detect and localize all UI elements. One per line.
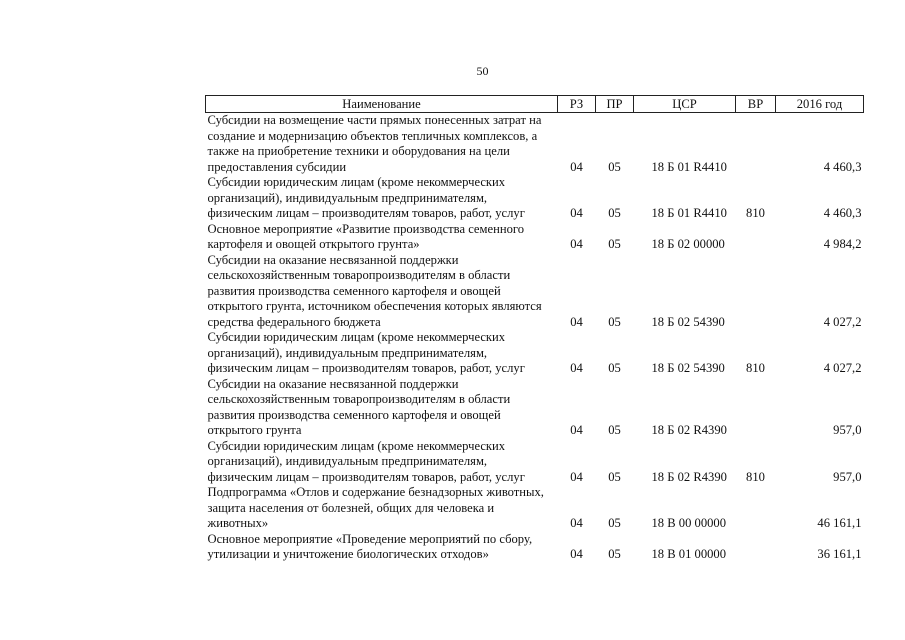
row-rz: 04 (570, 361, 583, 375)
row-name-line: сельскохозяйственным товаропроизводителям в области (207, 392, 511, 406)
row-name (206, 377, 558, 439)
row-name-line: организаций), индивидуальным предпринимателям, (207, 190, 488, 205)
row-csr: 18 Б 02 R4390 (651, 423, 727, 437)
table-row (206, 377, 864, 439)
row-csr: 18 Б 01 R4410 (651, 206, 727, 220)
row-name (206, 113, 558, 176)
table-row (206, 330, 864, 377)
table-row (206, 175, 864, 222)
row-vr (736, 532, 776, 563)
row-csr: 18 Б 02 54390 (651, 314, 725, 329)
row-csr: 18 Б 02 00000 (651, 237, 725, 251)
row-csr: 18 Б 02 R4390 (651, 469, 727, 484)
table-row (206, 532, 864, 563)
row-rz: 04 (570, 159, 583, 174)
header-vr: ВР (736, 96, 776, 113)
row-name-line: Субсидии юридическим лицам (кроме некоммерческих (207, 330, 506, 344)
row-vr: 810 (746, 469, 765, 484)
row-csr: 18 В 01 00000 (651, 547, 727, 561)
row-amount: 957,0 (833, 423, 862, 437)
header-pr: ПР (596, 96, 634, 113)
row-vr (736, 485, 776, 532)
header-csr: ЦСР (634, 96, 736, 113)
header-year: 2016 год (776, 96, 864, 113)
table-body (206, 113, 864, 563)
row-csr: 18 Б 01 R4410 (651, 159, 727, 174)
table-row (206, 439, 864, 486)
row-amount: 46 161,1 (817, 516, 862, 530)
row-name-line: организаций), индивидуальным предпринимателям, (207, 454, 488, 468)
row-name (206, 485, 558, 532)
page-number: 50 (476, 64, 489, 78)
row-rz: 04 (570, 314, 583, 329)
row-name-line: животных» (207, 516, 269, 530)
row-csr: 18 В 00 00000 (651, 516, 727, 530)
row-name-line: Основное мероприятие «Проведение мероприятий по сбору, (207, 531, 533, 546)
row-name-line: защита населения от болезней, общих для человека и (207, 500, 495, 515)
budget-table (205, 95, 864, 563)
row-rz: 04 (570, 516, 583, 530)
row-csr: 18 Б 02 54390 (651, 361, 725, 375)
row-pr: 05 (608, 159, 621, 174)
row-name-line: утилизации и уничтожение биологических отходов» (207, 547, 489, 561)
row-amount: 36 161,1 (817, 547, 862, 561)
row-name-line: Субсидии на оказание несвязанной поддержки (207, 376, 459, 391)
table-header-row (206, 96, 864, 113)
row-name-line: открытого грунта, источником обеспечения которых являются (207, 299, 542, 313)
table-row (206, 485, 864, 532)
row-name-line: Субсидии на оказание несвязанной поддержки (207, 252, 459, 267)
table-row (206, 113, 864, 176)
row-vr (736, 222, 776, 253)
table-row (206, 222, 864, 253)
row-rz: 04 (570, 237, 583, 251)
row-name-line: Субсидии на возмещение части прямых понесенных затрат на (207, 113, 542, 127)
row-rz: 04 (570, 469, 583, 484)
row-name (206, 532, 558, 563)
row-rz: 04 (570, 547, 583, 561)
row-vr (736, 113, 776, 176)
row-amount: 4 027,2 (823, 314, 862, 329)
row-pr: 05 (608, 516, 621, 530)
row-vr: 810 (746, 206, 765, 220)
row-name-line: физическим лицам – производителям товаров, работ, услуг (207, 469, 525, 484)
row-name-line: Подпрограмма «Отлов и содержание безнадзорных животных, (207, 485, 544, 499)
row-name (206, 222, 558, 253)
row-name-line: физическим лицам – производителям товаров, работ, услуг (207, 206, 525, 220)
row-name (206, 253, 558, 331)
row-amount: 4 460,3 (823, 159, 862, 174)
row-pr: 05 (608, 361, 621, 375)
row-name-line: Основное мероприятие «Развитие производства семенного (207, 221, 525, 236)
row-name (206, 175, 558, 222)
row-amount: 4 984,2 (823, 237, 862, 251)
row-rz: 04 (570, 206, 583, 220)
row-pr: 05 (608, 423, 621, 437)
header-rz: РЗ (558, 96, 596, 113)
row-name (206, 439, 558, 486)
header-name: Наименование (206, 96, 558, 113)
row-vr (736, 253, 776, 331)
row-name-line: физическим лицам – производителям товаров, работ, услуг (207, 361, 525, 375)
row-pr: 05 (608, 237, 621, 251)
row-name-line: организаций), индивидуальным предпринимателям, (207, 345, 488, 360)
row-vr: 810 (746, 361, 765, 375)
row-name-line: сельскохозяйственным товаропроизводителям в области (207, 268, 511, 282)
row-rz: 04 (570, 423, 583, 437)
row-name (206, 330, 558, 377)
row-name-line: также на приобретение техники и оборудования на цели (207, 144, 510, 158)
row-amount: 4 027,2 (823, 361, 862, 375)
row-pr: 05 (608, 469, 621, 484)
row-name-line: Субсидии юридическим лицам (кроме некоммерческих (207, 438, 506, 453)
row-name-line: предоставления субсидии (207, 159, 347, 174)
row-vr (736, 377, 776, 439)
row-name-line: развития производства семенного картофеля и овощей (207, 283, 501, 298)
row-name-line: средства федерального бюджета (207, 314, 381, 329)
row-name-line: картофеля и овощей открытого грунта» (207, 237, 420, 251)
row-name-line: открытого грунта (207, 423, 302, 437)
row-pr: 05 (608, 314, 621, 329)
row-pr: 05 (608, 547, 621, 561)
row-amount: 957,0 (833, 469, 862, 484)
row-name-line: создание и модернизацию объектов тепличных комплексов, а (207, 128, 538, 143)
row-pr: 05 (608, 206, 621, 220)
row-name-line: развития производства семенного картофеля и овощей (207, 407, 501, 422)
row-name-line: Субсидии юридическим лицам (кроме некоммерческих (207, 175, 506, 189)
row-amount: 4 460,3 (823, 206, 862, 220)
table-row (206, 253, 864, 331)
